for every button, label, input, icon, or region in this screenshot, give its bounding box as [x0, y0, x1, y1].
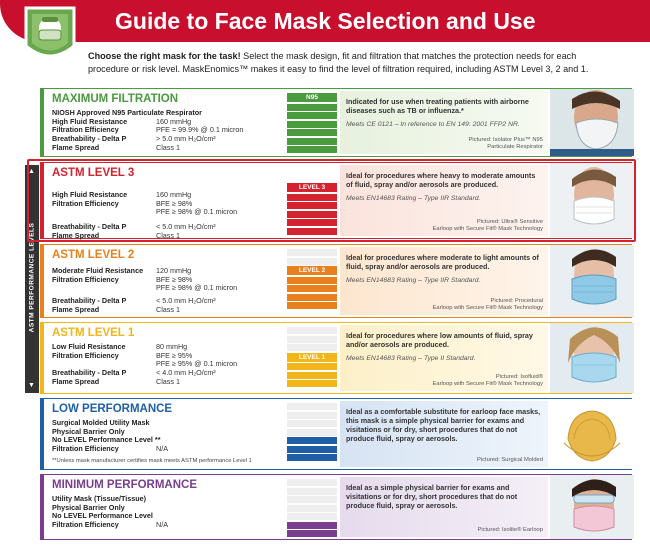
section-description: Ideal as a comfortable substitute for earloop face masks, this mask is a simple physical barrier for exams and visitations or for dry, short procedures that do not produce fluid, spray or aerosols. Pictured: Surgical Molded: [340, 401, 548, 467]
section-astm-level-2: [40, 244, 632, 318]
spec-list: High Fluid Resistance 160 mmHg Filtration Efficiency BFE ≥ 98% PFE ≥ 98% @ 0.1 micron Breathability - Delta P < 5.0 mm H₂O/cm² Flame Spread Class 1: [52, 190, 238, 240]
section-description: Ideal as a simple physical barrier for exams and visitations or for dry, short procedures that do not produce fluid, spray or aerosols. Pictured: Isolite® Earloop: [340, 477, 548, 537]
section-low-performance: [40, 398, 632, 470]
level-indicator: [287, 403, 337, 461]
arrow-up-icon: ▲: [28, 168, 35, 175]
level-indicator: [287, 327, 337, 387]
n95-respirator-photo: [550, 89, 634, 156]
spec-list: Low Fluid Resistance 80 mmHg Filtration Efficiency BFE ≥ 95% PFE ≥ 95% @ 0.1 micron Breathability - Delta P < 4.0 mm H₂O/cm² Flame Spread Class 1: [52, 342, 238, 386]
section-title: LOW PERFORMANCE: [52, 403, 173, 415]
section-description: Ideal for procedures where moderate to light amounts of fluid, spray and/or aerosols are produced. Meets EN14683 Rating – Type IIR Standard. Pictured: Procedural Earloop with Secure Fit® Mask Technology: [340, 247, 548, 315]
spec-list: Utility Mask (Tissue/Tissue) Physical Barrier Only No LEVEL Performance Level Filtration Efficiency N/A: [52, 494, 168, 530]
section-description: Ideal for procedures where heavy to moderate amounts of fluid, spray and/or aerosols are produced. Meets EN14683 Rating – Type IIR Standard. Pictured: Ultra® Sensitive Earloop with Secure Fit® Mask Technology: [340, 165, 548, 236]
level-3-highlight-box: [27, 159, 636, 242]
arrow-down-icon: ▼: [28, 382, 35, 389]
spec-list: NIOSH Approved N95 Particulate Respirator High Fluid Resistance 160 mmHg Filtration Efficiency PFE = 99.9% @ 0.1 micron Breathability - Delta P > 5.0 mm H₂O/cm² Flame Spread Class 1: [52, 108, 244, 152]
procedural-mask-photo: [550, 245, 634, 317]
level-label: LEVEL 3: [287, 183, 337, 192]
page-title: Guide to Face Mask Selection and Use: [115, 8, 536, 34]
section-title: ASTM LEVEL 3: [52, 167, 135, 179]
isofluid-mask-photo: [550, 323, 634, 393]
astm-performance-levels-label: ASTM PERFORMANCE LEVELS: [25, 165, 39, 393]
mask-logo-icon: [22, 6, 78, 66]
section-minimum-performance: [40, 474, 632, 540]
intro-text: Choose the right mask for the task! Select the mask design, fit and filtration that matches the protection needs for each procedure or risk level. MaskEnomics™ makes it easy to find the level of filtration required, including ASTM Level 3, 2 and 1.: [88, 51, 589, 74]
footnote: **Unless mask manufacturer certifies mask meets ASTM performance Level 1: [52, 458, 252, 464]
isolite-mask-photo: [550, 475, 634, 539]
section-maximum-filtration: [40, 88, 632, 157]
section-title: ASTM LEVEL 2: [52, 249, 135, 261]
section-astm-level-1: [40, 322, 632, 394]
spec-list: Moderate Fluid Resistance 120 mmHg Filtration Efficiency BFE ≥ 98% PFE ≥ 98% @ 0.1 micron Breathability - Delta P < 5.0 mm H₂O/cm² Flame Spread Class 1: [52, 266, 238, 314]
surgical-molded-mask-photo: [550, 399, 634, 469]
spec-list: Surgical Molded Utility Mask Physical Barrier Only No LEVEL Performance Level ** Filtration Efficiency N/A: [52, 418, 168, 454]
section-description: Indicated for use when treating patients with airborne diseases such as TB or influenza.* Meets CE 0121 – In reference to EN 149: 2001 FFP2 NR. Pictured: Isolator Plus™ N95 Particulate Respirator: [340, 91, 548, 154]
level-indicator: [287, 249, 337, 309]
level-label: LEVEL 1: [287, 353, 337, 362]
section-title: MAXIMUM FILTRATION: [52, 93, 179, 105]
level-label: LEVEL 2: [287, 266, 337, 275]
section-title: ASTM LEVEL 1: [52, 327, 135, 339]
section-description: Ideal for procedures where low amounts of fluid, spray and/or aerosols are produced. Meets EN14683 Rating – Type II Standard. Pictured: Isofluid® Earloop with Secure Fit® Mask Technology: [340, 325, 548, 391]
title-banner: [0, 0, 650, 42]
level-indicator: [287, 479, 337, 537]
section-title: MINIMUM PERFORMANCE: [52, 479, 198, 491]
level-label: N95: [287, 93, 337, 102]
level-indicator: [287, 93, 337, 153]
